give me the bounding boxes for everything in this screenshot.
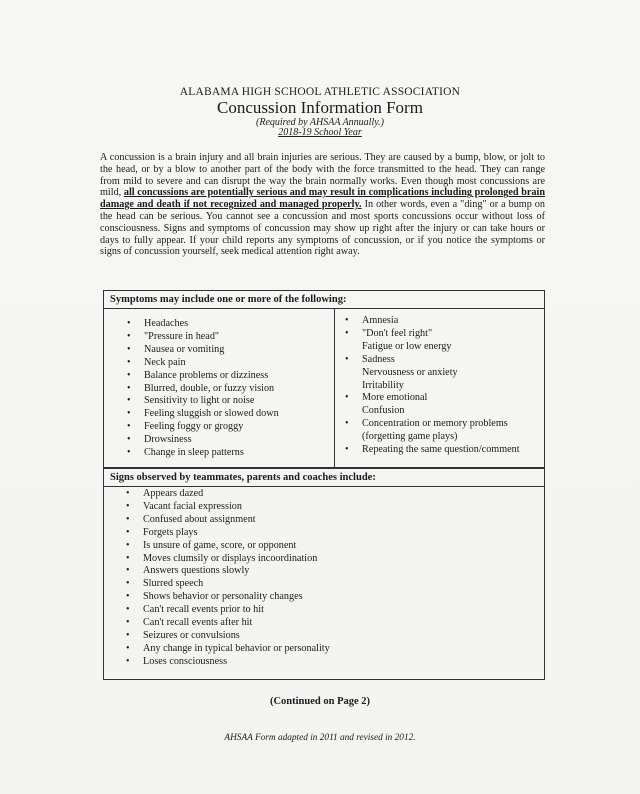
list-item: Confusion [362,405,405,417]
list-item: • "Pressure in head" [127,331,279,344]
list-item: (forgetting game plays) [362,431,458,443]
signs-list [126,488,330,669]
list-item: • Seizures or convulsions [126,630,330,643]
list-item: Nervousness or anxiety [362,366,458,378]
list-item: • Appears dazed [126,488,330,501]
list-item: • Sadness [345,354,520,367]
intro-text-1: A concussion is a brain injury and all brain injuries are serious. They are caused by a bump, blow, or jolt to the head, or by a blow to another part of the body with the force transmitted to the head. They can range from mild to severe and can disrupt the way the brain normally works. Even though most concussions are mild, [100,152,545,199]
list-item: • Loses consciousness [126,656,330,669]
list-item: • Blurred, double, or fuzzy vision [127,383,279,396]
intro-paragraph [100,152,545,258]
symptoms-heading: Symptoms may include one or more of the following: [104,291,544,309]
list-item: • Answers questions slowly [126,565,330,578]
list-item: • Forgets plays [126,527,330,540]
list-item: • Is unsure of game, score, or opponent [126,540,330,553]
list-item: • Balance problems or dizziness [127,370,279,383]
list-item: • Sensitivity to light or noise [127,395,279,408]
list-item: Irritability [362,379,404,391]
list-item: • Feeling sluggish or slowed down [127,408,279,421]
symptoms-right-list [345,315,520,457]
symptoms-box [103,290,545,468]
list-item: • More emotional [345,392,520,405]
list-item: • Neck pain [127,357,279,370]
required-note: (Required by AHSAA Annually.) [256,117,384,128]
intro-text-2: In other words, even a "ding" or a bump on the head can be serious. You cannot see a concussion and most sports concussions occur without loss of consciousness. Signs and symptoms of concussion may show up right after the injury or can take hours or days to fully appear. If your child reports any symptoms of concussion, or if you notice the symptoms or signs of concussion yourself, seek medical attention right away. [100,199,545,258]
list-item: • Confused about assignment [126,514,330,527]
list-item: • Drowsiness [127,434,279,447]
school-year: 2018-19 School Year [278,127,362,138]
form-title: Concussion Information Form [217,98,423,117]
list-item: • Can't recall events after hit [126,617,330,630]
continued-note: (Continued on Page 2) [269,696,371,707]
footer-note: AHSAA Form adapted in 2011 and revised in 2012. [224,733,416,743]
list-item: • Moves clumsily or displays incoordination [126,553,330,566]
list-item: • Repeating the same question/comment [345,444,520,457]
list-item: Fatigue or low energy [362,340,452,352]
organization-name: ALABAMA HIGH SCHOOL ATHLETIC ASSOCIATION [179,86,461,98]
school-year-line [0,127,640,138]
symptoms-left-list [127,318,279,460]
list-item: • Headaches [127,318,279,331]
intro-emphasis: all concussions are potentially serious and may result in complications including prolonged brain damage and death if not recognized and managed properly. [100,187,545,211]
list-item: • Amnesia [345,315,520,328]
signs-box [103,468,545,680]
list-item: • Feeling foggy or groggy [127,421,279,434]
list-item: • Concentration or memory problems [345,418,520,431]
column-divider [334,309,335,467]
list-item: • Vacant facial expression [126,501,330,514]
list-item: • "Don't feel right" [345,328,520,341]
list-item: • Shows behavior or personality changes [126,591,330,604]
list-item: • Slurred speech [126,578,330,591]
list-item: • Nausea or vomiting [127,344,279,357]
list-item: • Can't recall events prior to hit [126,604,330,617]
list-item: • Any change in typical behavior or personality [126,643,330,656]
signs-heading: Signs observed by teammates, parents and coaches include: [104,468,544,487]
list-item: • Change in sleep patterns [127,447,279,460]
